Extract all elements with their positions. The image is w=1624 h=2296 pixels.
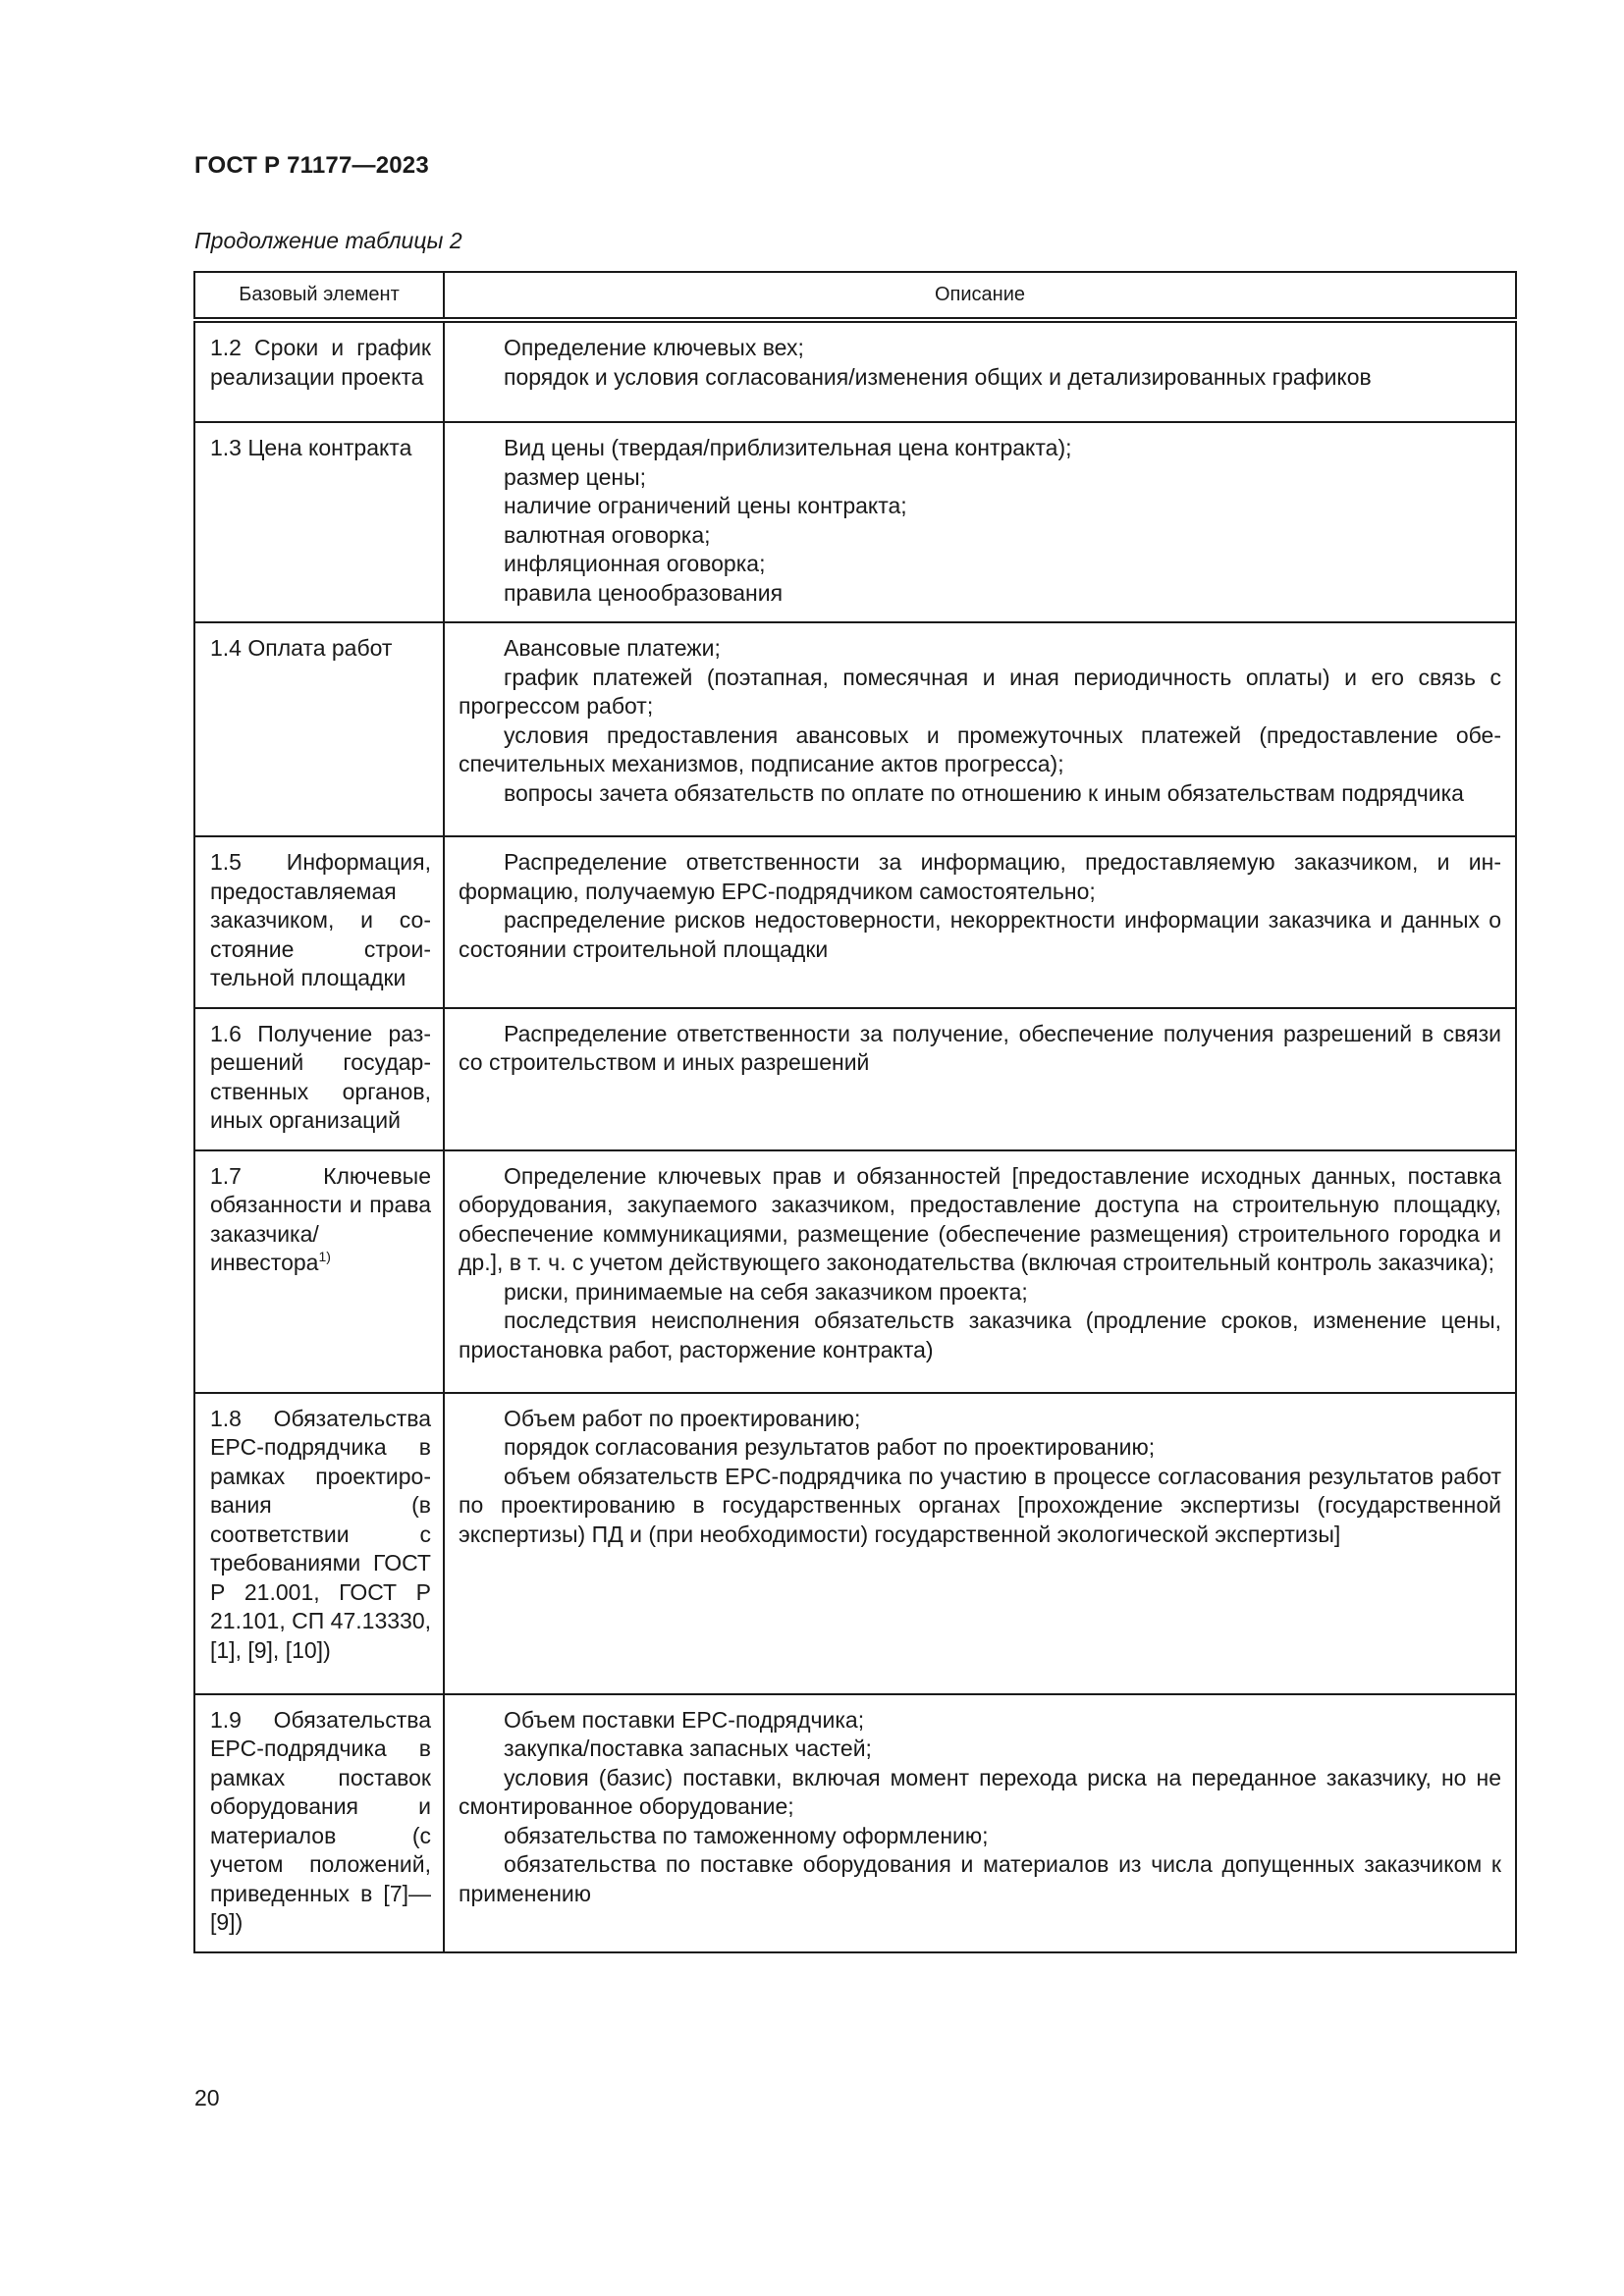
base-element-cell [194,622,444,836]
column-header-description: Описание [444,272,1516,320]
description-paragraph: последствия неисполнения обязательств заказчика (продление сроков, изменение цены, приостановка работ, расторжение контракта) [459,1308,1501,1362]
base-element-cell [194,320,444,422]
table-row [194,622,1516,836]
description-paragraph: график платежей (поэтапная, помесячная и иная периодичность оплаты) и его связь с прогрессом работ; [459,664,1501,719]
description-paragraph: Распределение ответственности за информацию, предоставляемую заказчиком, и информацию, получаемую EPC-подрядчиком самостоятельно; [459,849,1501,904]
description-cell [444,1393,1516,1694]
base-element-cell [194,836,444,1008]
description-paragraph: Распределение ответственности за получение, обеспечение получения разрешений в связи со строительством и иных разрешений [459,1020,1501,1075]
base-element-cell [194,1694,444,1952]
description-cell [444,1008,1516,1150]
description-paragraph: риски, принимаемые на себя заказчиком проекта; [504,1278,1028,1305]
description-paragraph: размер цены; [504,463,646,490]
description-paragraph: Объем работ по проектированию; [504,1405,861,1431]
description-cell [444,320,1516,422]
table-row [194,1150,1516,1393]
table-header-row [194,272,1516,320]
description-paragraph: обязательства по таможенному оформлению; [504,1822,989,1848]
description-paragraph: правила ценообразования [504,579,784,606]
column-header-element: Базовый элемент [194,272,444,320]
requirements-table [193,271,1517,1953]
description-paragraph: объем обязательств EPC-подрядчика по участию в процессе согласования результатов работ по проектированию в государственных органах [прохождение экспертизы (государственной экспертизы) ПД и (при необходимости) государственной экологической экспертизы] [459,1463,1501,1547]
document-header: ГОСТ Р 71177—2023 [194,152,429,179]
description-paragraph: порядок и условия согласования/изменения общих и детализированных графиков [504,363,1372,390]
description-cell [444,1150,1516,1393]
description-paragraph: закупка/поставка запасных частей; [504,1735,872,1761]
description-cell [444,422,1516,622]
description-cell [444,1694,1516,1952]
description-paragraph: Вид цены (твердая/приблизительная цена контракта); [504,435,1072,460]
description-paragraph: наличие ограничений цены контракта; [504,493,907,518]
description-paragraph: распределение рисков недостоверности, некорректности информации заказчика и данных о состоянии строительной площадки [459,907,1501,962]
description-paragraph: инфляционная оговорка; [504,551,766,576]
description-cell [444,836,1516,1008]
description-cell [444,622,1516,836]
footnote-mark: 1) [318,1249,331,1264]
description-paragraph: Определение ключевых прав и обязанностей [предоставление исходных данных, поставка оборудования, закупаемого заказчиком, предоставление доступа на строительную площадку, обеспечение коммуникациями, размещение (обеспечение размещения) строительного городка и др.], в т. ч. с учетом действующего законодательства (включая строительный контроль заказчика); [459,1162,1501,1275]
description-paragraph: условия предоставления авансовых и промежуточных платежей (предоставление обеспечительных механизмов, подписание актов прогресса); [459,721,1501,776]
table-row [194,422,1516,622]
table-row [194,836,1516,1008]
description-paragraph: условия (базис) поставки, включая момент перехода риска на переданное заказчику, но не смонтированное оборудование; [459,1764,1501,1819]
table-row [194,1694,1516,1952]
table-caption: Продолжение таблицы 2 [194,228,462,253]
description-paragraph: вопросы зачета обязательств по оплате по отношению к иным обязательствам подрядчика [504,779,1464,806]
base-element-text: 1.7 Ключевые обязанности и права заказчика/ инвестора [210,1162,431,1275]
table-row [194,1008,1516,1150]
base-element-text: 1.8 Обязательства EPC-подрядчика в рамках проектирования (в соответствии с требованиями ГОСТ Р 21.001, ГОСТ Р 21.101, СП 47.13330, [1], [9], [10]) [210,1405,431,1663]
base-element-text: 1.9 Обязательства EPC-подрядчика в рамках поставок оборудования и материалов (с учетом положений, приведенных в [7]—[9]) [210,1706,431,1935]
description-paragraph: валютная оговорка; [504,521,711,548]
base-element-text: 1.2 Сроки и график реализации проекта [210,335,431,390]
table-row [194,1393,1516,1694]
base-element-cell [194,1150,444,1393]
base-element-text: 1.5 Информация, предоставляемая заказчиком, и состояние строительной площадки [210,849,431,990]
base-element-text: 1.4 Оплата работ [210,635,393,661]
base-element-cell [194,1393,444,1694]
table-body [194,320,1516,1952]
base-element-cell [194,1008,444,1150]
description-paragraph: Авансовые платежи; [504,635,721,661]
base-element-cell [194,422,444,622]
description-paragraph: порядок согласования результатов работ по проектированию; [504,1434,1156,1460]
base-element-text: 1.6 Получение разрешений государственных органов, иных организаций [210,1020,431,1133]
description-paragraph: обязательства по поставке оборудования и материалов из числа допущенных заказчиком к применению [459,1851,1501,1906]
description-paragraph: Объем поставки EPC-подрядчика; [504,1706,865,1733]
page-number: 20 [194,2085,220,2110]
table-row [194,320,1516,422]
base-element-text: 1.3 Цена контракта [210,435,412,460]
description-paragraph: Определение ключевых вех; [504,335,804,360]
